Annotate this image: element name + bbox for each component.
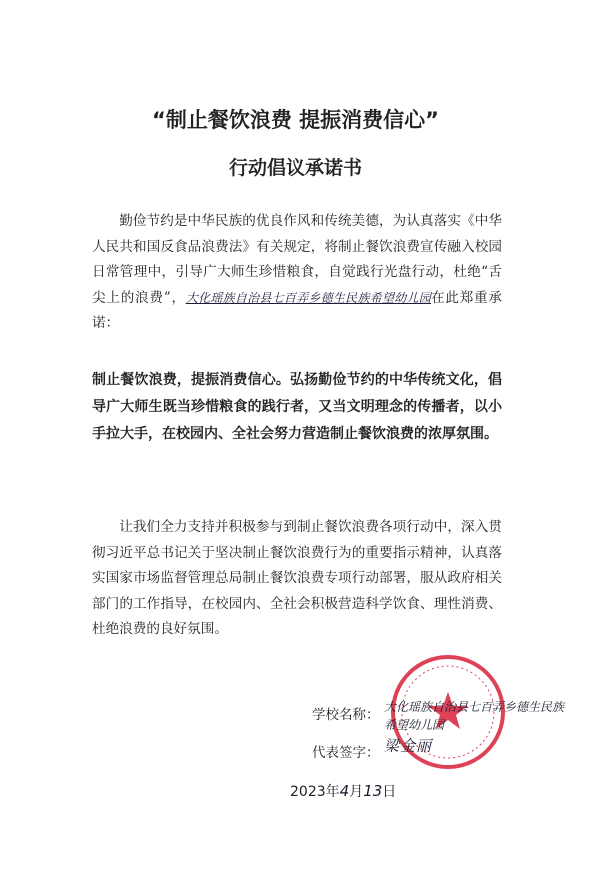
representative-signature: 梁金丽 xyxy=(384,737,433,755)
date-month: 4 xyxy=(339,782,350,800)
date-year: 2023年 xyxy=(290,784,340,800)
paragraph-intro-text: 勤俭节约是中华民族的优良作风和传统美德，为认真落实《中华人民共和国反食品浪费法》有关规定，将制止餐饮浪费宣传融入校园日常管理中，引导广大师生珍惜粮食，自觉践行光盘行动，杜绝“舌尖上的浪费”， xyxy=(92,213,502,306)
paragraph-intro-tail: 在此郑重承诺： xyxy=(92,289,503,331)
school-name-handwritten: 大化瑶族自治县七百弄乡德生民族希望幼儿园 xyxy=(384,700,565,732)
date xyxy=(290,781,396,801)
date-month-unit: 月 xyxy=(349,784,364,800)
representative-label: 代表签字： xyxy=(312,745,380,761)
date-day-unit: 日 xyxy=(382,784,397,800)
paragraph-call-to-action: 让我们全力支持并积极参与到制止餐饮浪费各项行动中，深入贯彻习近平总书记关于坚决制止餐饮浪费行为的重要指示精神，认真落实国家市场监督管理总局制止餐饮浪费专项行动部署，服从政府相关部门的工作指导，在校园内、全社会积极营造科学饮食、理性消费、杜绝浪费的良好氛围。 xyxy=(92,519,502,637)
handwritten-school-name: 大化瑶族自治县七百弄乡德生民族希望幼儿园 xyxy=(185,290,431,305)
paragraph-commitment: 制止餐饮浪费，提振消费信心。弘扬勤俭节约的中华传统文化，倡导广大师生既当珍惜粮食的践行者，又当文明理念的传播者，以小手拉大手，在校园内、全社会努力营造制止餐饮浪费的浓厚氛围。 xyxy=(92,372,502,442)
date-day: 13 xyxy=(363,782,383,800)
school-name-label: 学校名称： xyxy=(312,707,380,723)
title-line-2: 行动倡议承诺书 xyxy=(228,157,362,179)
paragraph-intro xyxy=(92,209,502,337)
title-line-1: “制止餐饮浪费 提振消费信心” xyxy=(152,108,439,132)
